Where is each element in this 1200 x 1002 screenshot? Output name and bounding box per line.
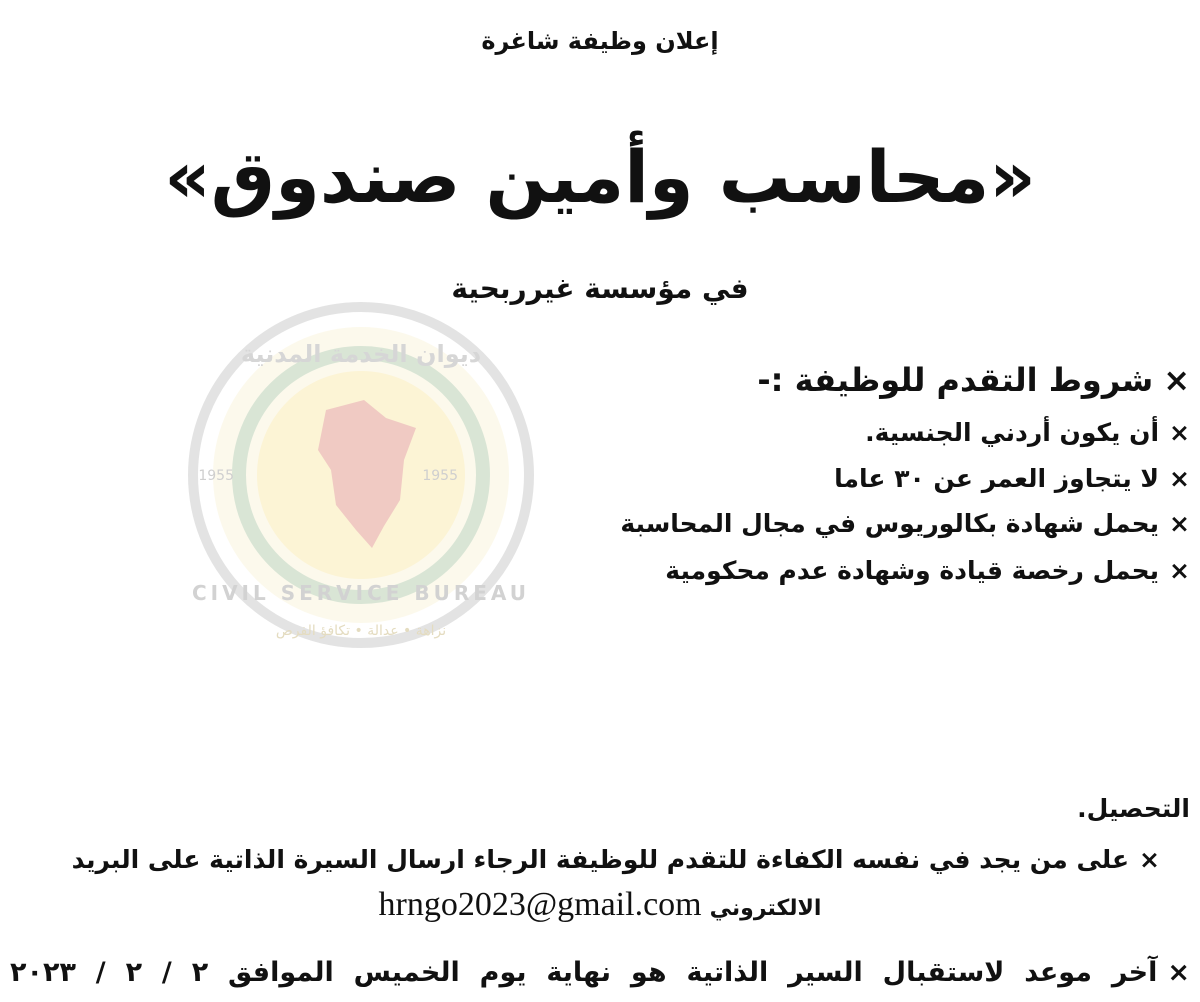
- requirement-text: لا يتجاوز العمر عن ٣٠ عاما: [834, 464, 1160, 493]
- bullet-mark: ×: [1169, 418, 1190, 447]
- deadline-text: آخر موعد لاستقبال السير الذاتية هو نهاية يوم الخميس الموافق ٢ / ٢ / ٢٠٢٣: [10, 957, 1158, 988]
- requirement-text: يحمل شهادة بكالوريوس في مجال المحاسبة: [620, 509, 1160, 538]
- organization-line: في مؤسسة غيرربحية: [451, 272, 749, 305]
- email-address[interactable]: hrngo2023@gmail.com: [378, 886, 702, 923]
- watermark-motto: نزاهة • عدالة • تكافؤ الفرص: [275, 623, 447, 639]
- watermark-year-right: 1955: [422, 468, 458, 484]
- requirement-item: [665, 552, 1190, 590]
- bullet-mark: ×: [1169, 509, 1190, 538]
- bullet-mark: ×: [1169, 556, 1190, 585]
- requirement-item: [865, 414, 1190, 452]
- requirement-item: [620, 505, 1190, 543]
- requirement-text: أن يكون أردني الجنسية.: [865, 418, 1160, 447]
- requirement-item: [8, 696, 1190, 734]
- requirement-continuation: [8, 652, 1190, 690]
- requirements-heading-text: شروط التقدم للوظيفة :-: [757, 361, 1154, 399]
- requirements-heading: [757, 356, 1190, 404]
- watermark-arabic-name: ديوان الخدمة المدنية: [240, 340, 482, 368]
- email-label: الالكتروني: [709, 896, 822, 921]
- application-deadline: [10, 952, 1190, 994]
- bullet-mark: ×: [1167, 957, 1190, 988]
- requirement-text: يحمل رخصة قيادة وشهادة عدم محكومية: [665, 556, 1160, 585]
- application-instruction: [72, 840, 1160, 880]
- bullet-mark: ×: [1163, 361, 1190, 399]
- requirement-continuation: التحصيل.: [1077, 794, 1190, 823]
- civil-service-bureau-watermark: [186, 300, 536, 650]
- watermark-english-name: CIVIL SERVICE BUREAU: [191, 581, 531, 605]
- bullet-mark: ×: [1169, 464, 1190, 493]
- requirement-item: [8, 743, 1190, 781]
- job-title: «محاسب وأمين صندوق»: [164, 135, 1036, 219]
- email-row: [0, 886, 1200, 924]
- watermark-year-left: 1955: [198, 468, 234, 484]
- requirement-item: [834, 460, 1190, 498]
- bullet-mark: ×: [1139, 845, 1160, 874]
- instruction-text: على من يجد في نفسه الكفاءة للتقدم للوظيفة الرجاء ارسال السيرة الذاتية على البريد: [71, 845, 1130, 874]
- requirement-item: [8, 602, 1190, 640]
- announcement-title: إعلان وظيفة شاغرة: [481, 27, 719, 55]
